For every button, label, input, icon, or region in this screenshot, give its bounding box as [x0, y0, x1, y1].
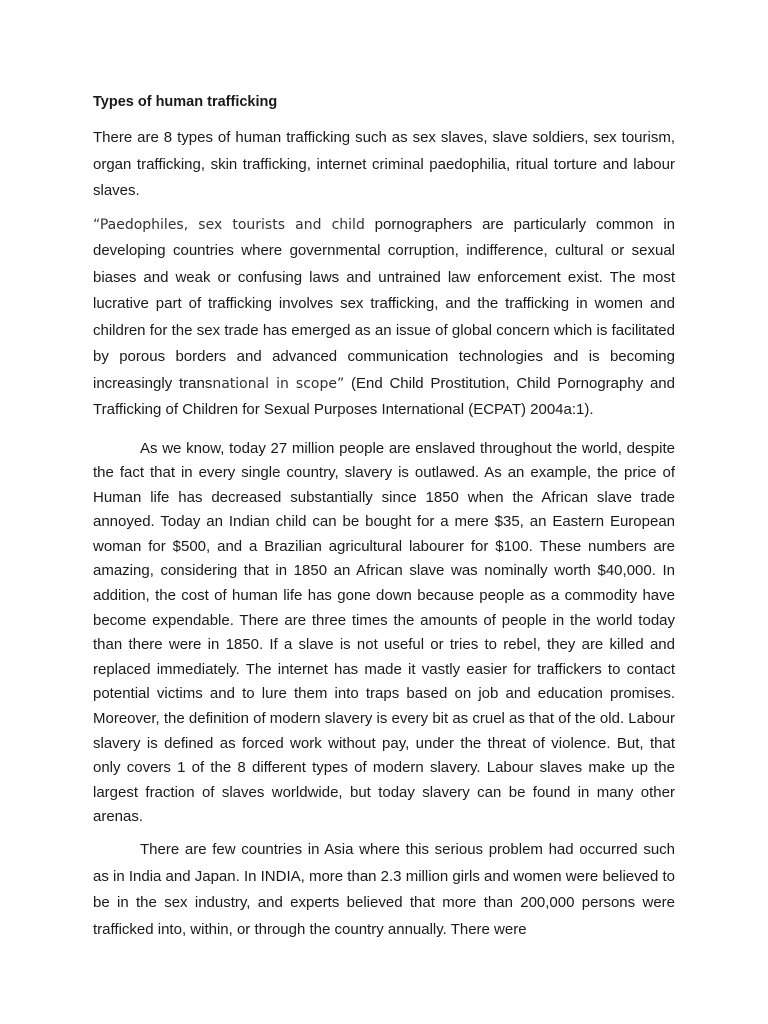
quote-closing-text: national in scope”	[212, 375, 345, 392]
paragraph-types-list: There are 8 types of human trafficking such as sex slaves, slave soldiers, sex tourism, organ trafficking, skin trafficking, internet criminal paedophilia, ritual torture and labour slaves.	[93, 129, 675, 199]
section-heading: Types of human trafficking	[93, 94, 278, 110]
quote-opening-text: “Paedophiles, sex tourists and child	[93, 216, 365, 233]
document-page	[93, 92, 675, 950]
citation-text: (End Child Prostitution, Child Pornography and Trafficking of Children for Sexual Purposes International (ECPAT) 2004a:1).	[93, 374, 675, 418]
paragraph-enslaved-statistics: As we know, today 27 million people are enslaved throughout the world, despite the fact that in every single country, slavery is outlawed. As an example, the price of Human life has decreased substantially since 1850 when the African slave trade annoyed. Today an Indian child can be bought for a mere $35, an Eastern European woman for $500, and a Brazilian agricultural labourer for $100. These numbers are amazing, considering that in 1850 an African slave was nominally worth $40,000. In addition, the cost of human life has gone down because people as a commodity have become expendable. There are three times the amounts of people in the world today than there were in 1850. If a slave is not useful or tries to rebel, they are killed and replaced immediately. The internet has made it vastly easier for traffickers to contact potential victims and to lure them into traps based on job and education promises. Moreover, the definition of modern slavery is every bit as cruel as that of the old. Labour slavery is defined as forced work without pay, under the threat of violence. But, that only covers 1 of the 8 different types of modern slavery. Labour slaves make up the largest fraction of slaves worldwide, but today slavery can be found in many other arenas.	[93, 439, 675, 826]
paragraph-quotation	[93, 212, 675, 424]
quote-body-text: pornographers are particularly common in developing countries where governmental corruption, indifference, cultural or sexual biases and weak or confusing laws and untrained law enforcement exist. The most lucrative part of trafficking involves sex trafficking, and the trafficking in women and children for the sex trade has emerged as an issue of global concern which is facilitated by porous borders and advanced communication technologies and is becoming increasingly trans	[93, 215, 675, 392]
paragraph-asia-countries: There are few countries in Asia where this serious problem had occurred such as in India and Japan. In INDIA, more than 2.3 million girls and women were believed to be in the sex industry, and experts believed that more than 200,000 persons were trafficked into, within, or through the country annually. There were	[93, 841, 675, 938]
